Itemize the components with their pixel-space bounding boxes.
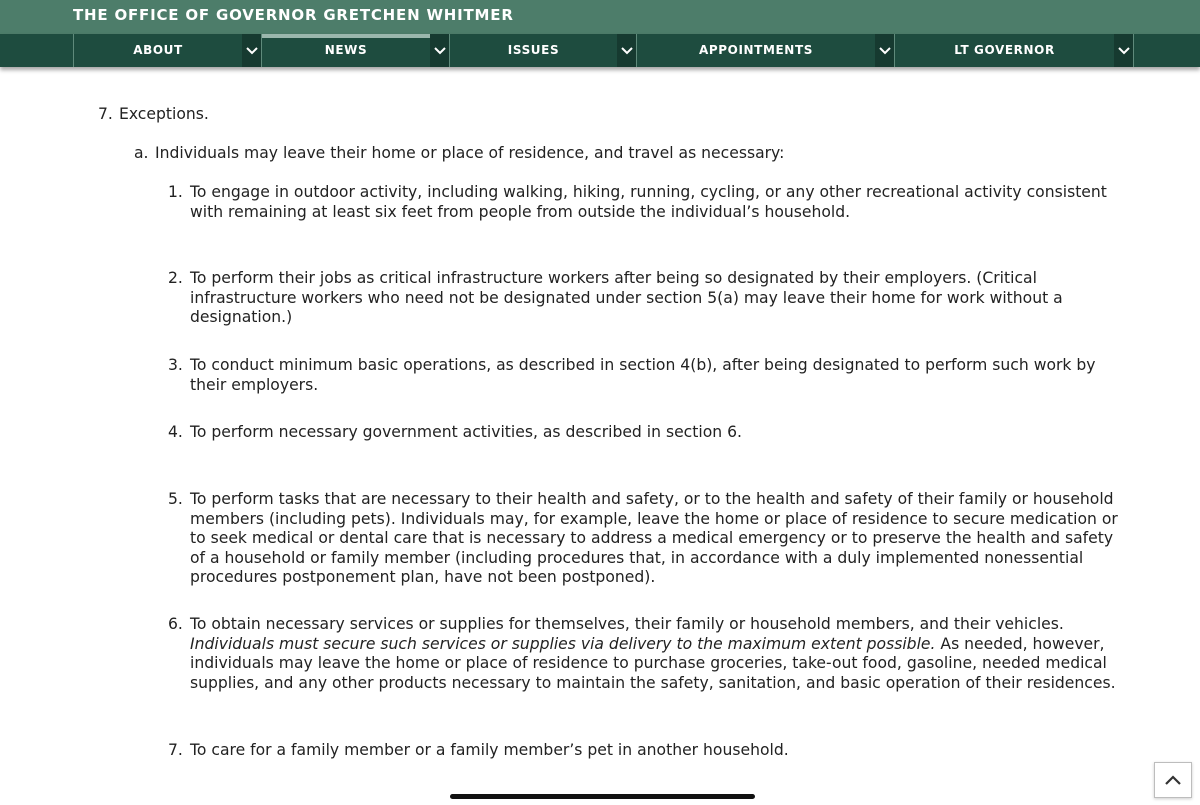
list-item: To care for a family member or a family member’s pet in another household. [190, 741, 789, 759]
nav-label-about[interactable]: ABOUT [133, 43, 183, 57]
section-marker: 7. [98, 105, 113, 123]
site-title[interactable]: THE OFFICE OF GOVERNOR GRETCHEN WHITMER [73, 6, 514, 24]
nav-label-lt-governor[interactable]: LT GOVERNOR [954, 43, 1055, 57]
chevron-down-icon [879, 47, 891, 55]
nav-item-issues[interactable] [449, 34, 636, 67]
list-item: To perform their jobs as critical infrastructure workers after being so designated by their employers. (Critical infrastructure workers who need not be designated under section 5(a) may leave their home for work without a designation.) [190, 269, 1063, 326]
nav-label-news[interactable]: NEWS [324, 43, 368, 57]
nav-item-appointments[interactable] [636, 34, 894, 67]
list-item: To conduct minimum basic operations, as described in section 4(b), after being designated to perform such work by their employers. [190, 356, 1096, 394]
list-item-marker: 2. [168, 269, 183, 287]
chevron-down-icon [1118, 47, 1130, 55]
list-item-text: As needed, however, individuals may leave the home or place of residence to purchase groceries, take-out food, gasoline, needed medical supplies, and any other products necessary to maintain the safety, sanitation, and basic operation of their residences. [190, 634, 1116, 692]
list-item-marker: 1. [168, 183, 183, 201]
chevron-down-icon [621, 47, 633, 55]
list-item: To perform necessary government activities, as described in section 6. [190, 423, 742, 441]
scroll-indicator[interactable] [450, 794, 755, 799]
nav-item-news[interactable] [261, 34, 449, 67]
list-item-marker: 5. [168, 490, 183, 508]
section-title: Exceptions. [119, 105, 209, 123]
list-item: To engage in outdoor activity, including walking, hiking, running, cycling, or any other recreational activity consistent with remaining at least six feet from people from outside the individual’s household. [190, 183, 1107, 221]
nav-toggle-appointments[interactable] [875, 34, 894, 67]
nav-label-appointments[interactable]: APPOINTMENTS [699, 43, 813, 57]
main-nav [0, 34, 1200, 67]
back-to-top-button[interactable] [1154, 762, 1192, 798]
list-item-text: To obtain necessary services or supplies for themselves, their family or household members, and their vehicles. [190, 615, 1064, 633]
list-item-marker: 3. [168, 356, 183, 374]
nav-toggle-lt-governor[interactable] [1114, 34, 1133, 67]
nav-toggle-news[interactable] [430, 34, 449, 67]
list-item-emphasis: Individuals must secure such services or supplies via delivery to the maximum extent possible. [190, 634, 936, 653]
nav-toggle-about[interactable] [242, 34, 261, 67]
list-item: To perform tasks that are necessary to their health and safety, or to the health and safety of their family or household members (including pets). Individuals may, for example, leave the home or place of residence to secure medication or to seek medical or dental care that is necessary to address a medical emergency or to preserve the health and safety of a household or family member (including procedures that, in accordance with a duly implemented nonessential procedures postponement plan, have not been postponed). [190, 490, 1118, 586]
sub-text: Individuals may leave their home or place of residence, and travel as necessary: [155, 144, 785, 162]
chevron-up-icon [1165, 775, 1181, 785]
sub-marker: a. [134, 144, 149, 162]
site-header [0, 0, 1200, 34]
list-item [190, 615, 1125, 693]
nav-toggle-issues[interactable] [617, 34, 636, 67]
list-item-marker: 7. [168, 741, 183, 759]
list-item-marker: 6. [168, 615, 183, 633]
chevron-down-icon [434, 47, 446, 55]
nav-label-issues[interactable]: ISSUES [507, 43, 560, 57]
nav-item-about[interactable] [73, 34, 261, 67]
nav-item-lt-governor[interactable] [894, 34, 1134, 67]
list-item-marker: 4. [168, 423, 183, 441]
chevron-down-icon [246, 47, 258, 55]
